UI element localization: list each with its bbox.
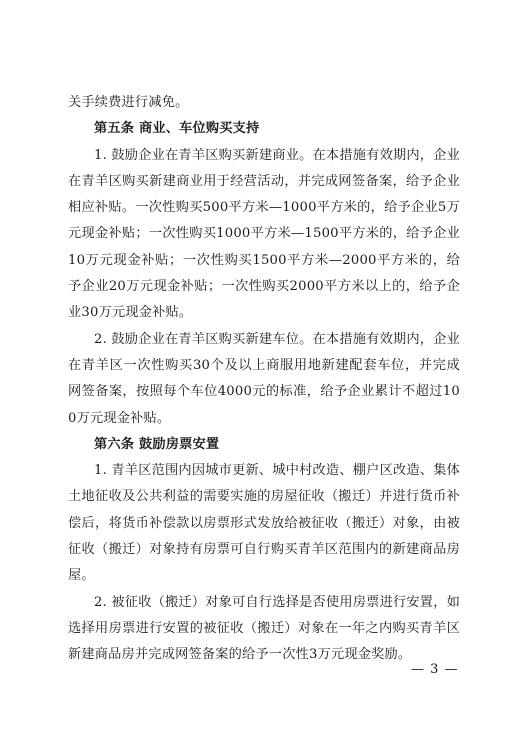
paragraph-continuation: 关手续费进行减免。: [68, 95, 189, 110]
paragraph-housing-voucher: 1. 青羊区范围内因城市更新、城中村改造、棚户区改造、集体土地征收及公共利益的需要实施的房屋征收（搬迁）并进行货币补偿后，将货币补偿款以房票形式发放给被征收（搬迁）对象，由被征收（搬迁）对象持有房票可自行购买青羊区范围内的新建商品房屋。: [68, 463, 460, 584]
article-heading-6: 第六条 鼓励房票安置: [94, 436, 220, 452]
paragraph-voucher-reward: 2. 被征收（搬迁）对象可自行选择是否使用房票进行安置，如选择用房票进行安置的被征收（搬迁）对象在一年之内购买青羊区新建商品房并完成网签备案的给予一次性3万元现金奖励。: [68, 594, 460, 663]
page-number: — 3 —: [411, 662, 459, 677]
paragraph-parking-purchase: 2. 鼓励企业在青羊区购买新建车位。在本措施有效期内，企业在青羊区一次性购买30个及以上商服用地新建配套车位，并完成网签备案，按照每个车位4000元的标准，给予企业累计不超过100万元现金补贴。: [68, 331, 460, 426]
paragraph-commercial-purchase: 1. 鼓励企业在青羊区购买新建商业。在本措施有效期内，企业在青羊区购买新建商业用于经营活动，并完成网签备案，给予企业相应补贴。一次性购买500平方米—1000平方米的，给予企业5万元现金补贴；一次性购买1000平方米—1500平方米的，给予企业10万元现金补贴；一次性购买1500平方米—2000平方米的，给予企业20万元现金补贴；一次性购买2000平方米以上的，给予企业30万元现金补贴。: [68, 147, 460, 321]
article-heading-5: 第五条 商业、车位购买支持: [94, 121, 260, 137]
document-body: [68, 90, 460, 669]
